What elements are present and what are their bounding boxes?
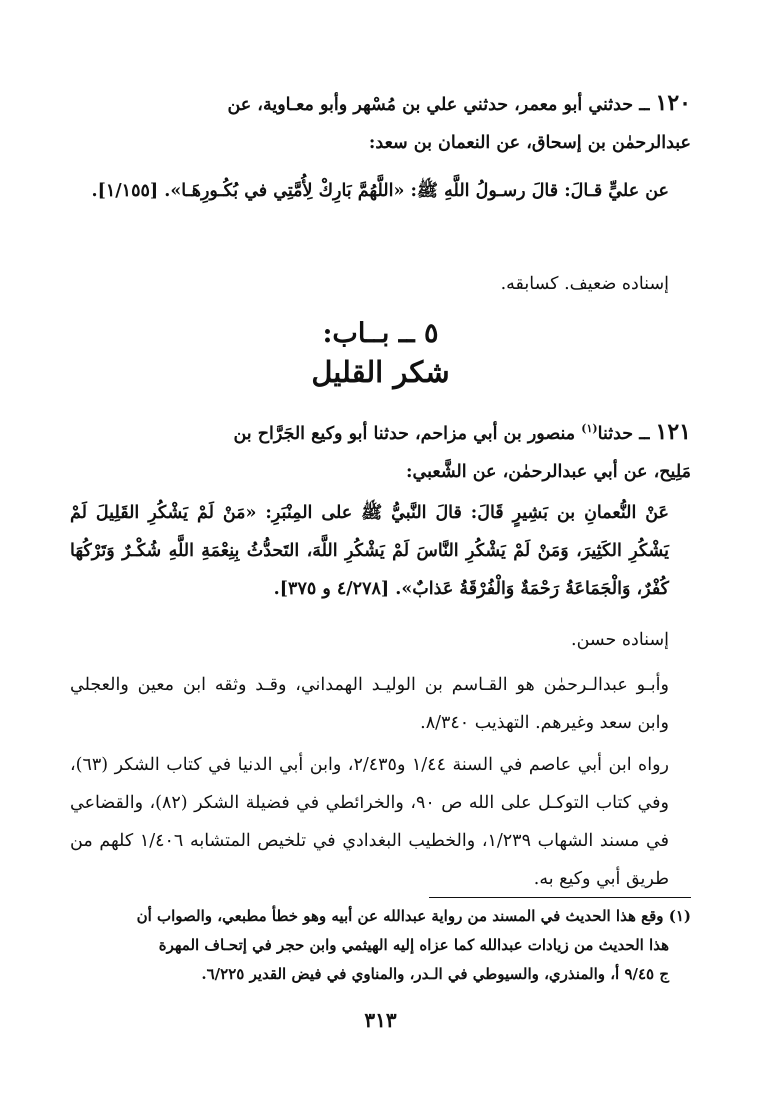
hadith-120-matn: عن عليٍّ قـالَ: قالَ رسـولُ اللَّهِ ﷺ: «اللَّهُمَّ بَارِكْ لِأُمَّتِي في بُكُـورِهَـا». [١/١٥٥]. <box>91 181 669 201</box>
hadith-number: ١٢١ <box>655 418 691 445</box>
hadith-number: ١٢٠ <box>655 90 691 116</box>
footnote-line-3: ج ٩/٤٥ أ، والمنذري، والسيوطي في الـدر، والمناوي في فيض القدير ٦/٢٢٥. <box>201 965 669 983</box>
page-number: ٣١٣ <box>364 1008 397 1032</box>
isnad-line-1b: منصور بن أبي مزاحم، حدثنا أبو وكيع الجَرَّاح بن <box>233 423 582 444</box>
hadith-120-grading: إسناده ضعيف. كسابقه. <box>500 274 669 294</box>
isnad-line-1: ــ حدثني أبو معمر، حدثني علي بن مُسْهر وأبو معـاوية، عن <box>227 95 650 115</box>
footnote-ref: (١) <box>581 422 598 435</box>
footnote <box>70 902 691 989</box>
takhrij: رواه ابن أبي عاصم في السنة ١/٤٤ و٢/٤٣٥، وابن أبي الدنيا في كتاب الشكر (٦٣)، وفي كتاب التوكـل على الله ص ٩٠، والخرائطي في فضيلة الشكر (٨٢)، والقضاعي في مسند الشهاب ١/٢٣٩، والخطيب البغدادي في تلخيص المتشابه ١/٤٠٦ كلهم من طريق أبي وكيع به. <box>70 755 669 889</box>
narrator-note: وأبـو عبدالـرحمٰن هو القـاسم بن الوليـد الهمداني، وقـد وثقه ابن معين والعجلي وابن سعد وغيرهم. التهذيب ٨/٣٤٠. <box>70 675 669 733</box>
footnote-line-2: هذا الحديث من زيادات عبدالله كما عزاه إليه الهيثمي وابن حجر في إتحـاف المهرة <box>158 936 669 954</box>
chapter-heading: ٥ ــ بــاب: <box>322 318 439 349</box>
isnad-line-2: عبدالرحمٰن بن إسحاق، عن النعمان بن سعد: <box>368 133 691 153</box>
isnad-line-1: ــ حدثنا <box>597 423 650 444</box>
chapter-title: شكر القليل <box>311 355 450 389</box>
hadith-121-grading: إسناده حسن. <box>571 630 669 650</box>
footnote-divider <box>429 897 691 898</box>
footnote-line-1: (١) وقع هذا الحديث في المسند من رواية عبدالله عن أبيه وهو خطأ مطبعي، والصواب أن <box>136 907 691 925</box>
hadith-121-isnad <box>70 410 691 491</box>
hadith-120-isnad <box>70 84 691 162</box>
isnad-line-2: مَلِيح، عن أبي عبدالرحمٰن، عن الشَّعبي: <box>406 461 691 482</box>
hadith-121-matn: عَنْ النُّعمانِ بن بَشِيرٍ قَالَ: قالَ النَّبيُّ ﷺ على المِنْبَرِ: «مَنْ لَمْ يَشْكُرِ القَلِيلَ لَمْ يَشْكُرِ الكَثِيرَ، وَمَنْ لَمْ يَشْكُرِ النَّاسَ لَمْ يَشْكُرِ اللَّهَ، التَحدُّثُ بِنِعْمَةِ اللَّهِ شُكْـرٌ وَتَرْكُهَا كُفْرٌ، وَالْجَمَاعَةُ رَحْمَةٌ وَالْفُرْقَةُ عَذابٌ». [٤/٢٧٨ و ٣٧٥]. <box>70 503 669 599</box>
page-body <box>70 0 691 1095</box>
